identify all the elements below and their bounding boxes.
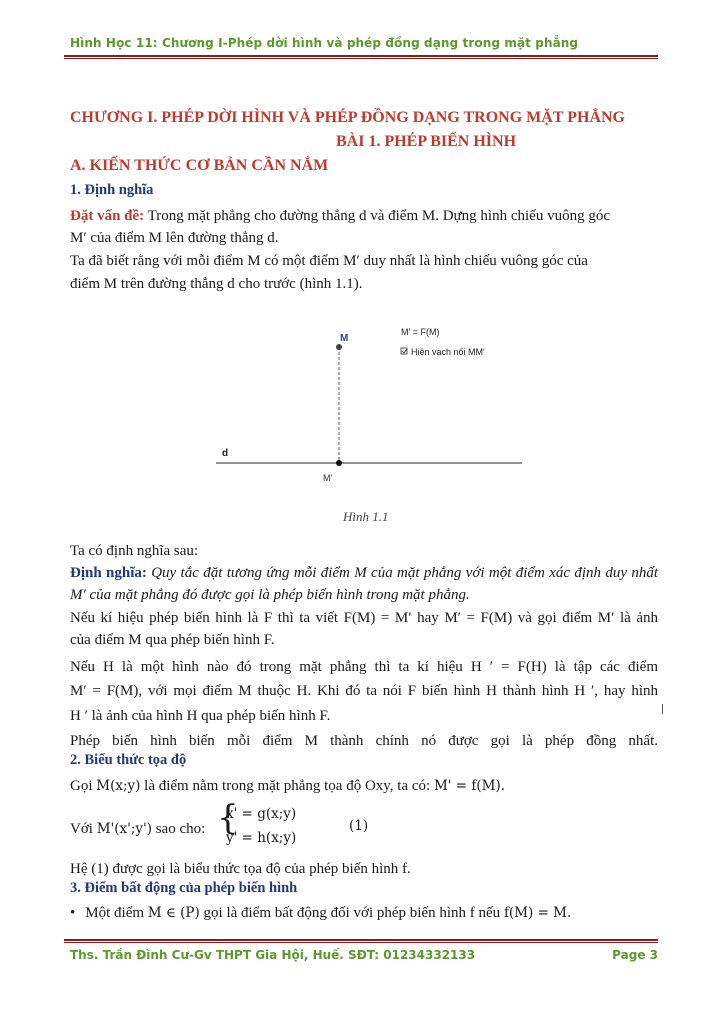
def-p2-line2: M′ = F(M), với mọi điểm M thuộc H. Khi đó ta nói F biến hình H thành hình H ′, hay hình xyxy=(70,683,658,699)
s1-lead-line1: Đặt vấn đề: Trong mặt phẳng cho đường thẳng d và điểm M. Dựng hình chiếu vuông góc xyxy=(70,208,610,224)
panel-formula: M' = F(M) xyxy=(401,327,440,337)
equation-number: (1) xyxy=(349,818,369,834)
def-line2: M′ của mặt phẳng đó được gọi là phép biến hình trong mặt phẳng. xyxy=(70,587,470,603)
s2-heading: 2. Biểu thức tọa độ xyxy=(70,752,187,768)
label-Mprime: M' xyxy=(323,473,333,483)
label-M: M xyxy=(340,333,349,344)
figure-caption: Hình 1.1 xyxy=(343,509,389,524)
system-eq1: x' = g(x;y) xyxy=(226,806,297,822)
footer-rule xyxy=(64,939,658,941)
s2-line1: Gọi M(x;y) là điểm nằm trong mặt phẳng tọa độ Oxy, ta có: M' = f(M). xyxy=(70,778,506,794)
s1-lead-line2: M′ của điểm M lên đường thẳng d. xyxy=(70,230,279,246)
section-a-heading: A. KIẾN THỨC CƠ BẢN CẦN NẮM xyxy=(70,157,329,174)
system-brace: { xyxy=(217,798,239,838)
s3-heading: 3. Điểm bất động của phép biến hình xyxy=(70,880,298,896)
s3-bullet: • Một điểm M ∈ (P) gọi là điểm bất động đối với phép biến hình f nếu f(M) = M. xyxy=(70,905,572,921)
header-rule xyxy=(64,55,658,57)
footer-author: Ths. Trần Đình Cư-Gv THPT Gia Hội, Huế. SĐT: 01234332133 xyxy=(70,948,476,962)
def-p1-line2: của điểm M qua phép biến hình F. xyxy=(70,632,275,648)
page-number: Page 3 xyxy=(612,948,658,962)
def-p3: Phép biến hình biến mỗi điểm M thành chính nó được gọi là phép đồng nhất. xyxy=(70,733,658,749)
chapter-title: CHƯƠNG I. PHÉP DỜI HÌNH VÀ PHÉP ĐỒNG DẠNG TRONG MẶT PHẲNG xyxy=(70,109,625,126)
header-rule-thin xyxy=(64,58,658,59)
s1-line4: điểm M trên đường thẳng d cho trước (hình 1.1). xyxy=(70,276,363,292)
running-header: Hình Học 11: Chương I-Phép dời hình và phép đồng dạng trong mặt phẳng xyxy=(70,36,579,50)
system-eq2: y' = h(x;y) xyxy=(226,830,297,846)
s2-line3: Hệ (1) được gọi là biểu thức tọa độ của phép biến hình f. xyxy=(70,861,411,877)
s1-line3: Ta đã biết rằng với mỗi điểm M có một điểm M′ duy nhất là hình chiếu vuông góc của xyxy=(70,253,588,269)
lesson-title: BÀI 1. PHÉP BIẾN HÌNH xyxy=(335,133,517,150)
point-M xyxy=(336,344,342,350)
def-p1-line1: Nếu kí hiệu phép biến hình là F thì ta viết F(M) = M′ hay M′ = F(M) và gọi điểm M′ là ảnh xyxy=(70,610,658,626)
footer-rule-thin xyxy=(64,942,658,943)
def-intro: Ta có định nghĩa sau: xyxy=(70,543,199,559)
figure-1-1 xyxy=(200,315,530,530)
def-line1: Định nghĩa: Quy tắc đặt tương ứng mỗi điểm M của mặt phẳng với một điểm xác định duy nhất xyxy=(70,565,658,581)
s2-line2: Với M'(x';y') sao cho: xyxy=(70,821,206,837)
def-p2-line3: H ′ là ảnh của hình H qua phép biến hình F. xyxy=(70,708,331,724)
checkbox-label: Hiện vạch nối MM' xyxy=(411,347,485,357)
s1-heading: 1. Định nghĩa xyxy=(70,182,154,198)
label-d: d xyxy=(222,448,229,459)
def-p2-line1: Nếu H là một hình nào đó trong mặt phẳng thì ta kí hiệu H ′ = F(H) là tập các điểm xyxy=(70,659,658,675)
point-Mprime xyxy=(336,460,342,466)
text-cursor-mark xyxy=(662,704,663,714)
